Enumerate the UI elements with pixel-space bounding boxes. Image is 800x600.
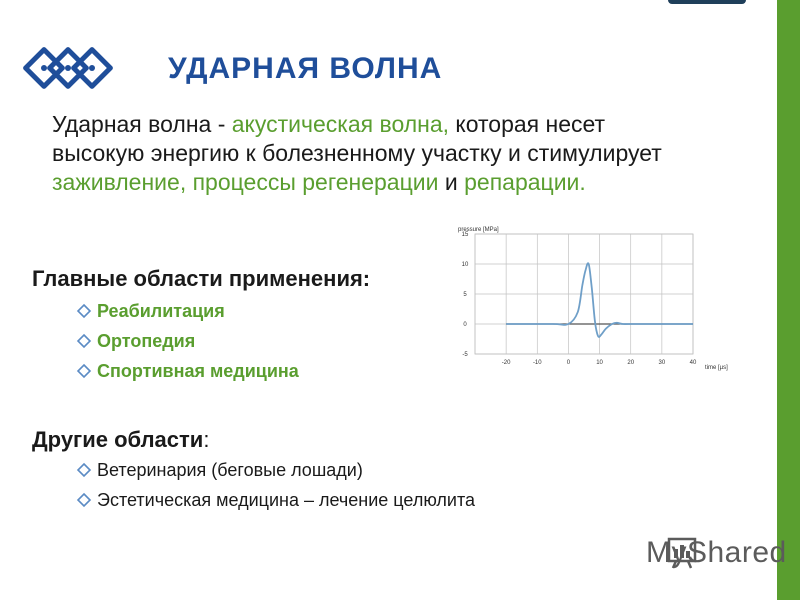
diamond-bullet-icon bbox=[76, 333, 92, 349]
other-areas-heading: Другие области: bbox=[32, 427, 210, 452]
chart-grid bbox=[475, 234, 693, 354]
chart-x-tick-label: 0 bbox=[566, 360, 571, 366]
chart-x-tick-label: -20 bbox=[501, 360, 511, 366]
intro-paragraph bbox=[52, 110, 682, 197]
list-item: Эстетическая медицина – лечение целюлита bbox=[76, 485, 475, 515]
list-item: Спортивная медицина bbox=[76, 356, 299, 386]
list-item: Ортопедия bbox=[76, 326, 299, 356]
intro-highlight-reparation: репарации. bbox=[464, 169, 586, 195]
diamond-bullet-icon bbox=[76, 303, 92, 319]
right-accent-bar bbox=[777, 0, 800, 600]
company-logo bbox=[20, 44, 116, 92]
pressure-wave-chart bbox=[455, 222, 735, 378]
main-areas-heading: Главные области применения: bbox=[32, 266, 371, 291]
list-item: Ветеринария (беговые лошади) bbox=[76, 455, 475, 485]
chart-y-tick-label: 0 bbox=[463, 322, 467, 328]
other-areas-list bbox=[76, 455, 475, 515]
intro-highlight-acoustic-wave: акустическая волна, bbox=[231, 111, 450, 137]
intro-text-2: которая несет высокую энергию к болезненному участку и стимулирует bbox=[52, 111, 662, 166]
intro-text-1: Ударная волна - bbox=[52, 111, 232, 137]
chart-x-tick-label: 40 bbox=[689, 360, 697, 366]
chart-xlabel: time [µs] bbox=[705, 365, 728, 371]
main-areas-list bbox=[76, 296, 299, 386]
chart-y-tick-label: -5 bbox=[462, 352, 468, 358]
list-item: Реабилитация bbox=[76, 296, 299, 326]
myshared-watermark: MyShared bbox=[646, 536, 787, 569]
chart-y-tick-label: 5 bbox=[463, 292, 467, 298]
chart-x-tick-label: 10 bbox=[596, 360, 603, 366]
chart-x-tick-label: 20 bbox=[627, 360, 635, 366]
diamond-bullet-icon bbox=[76, 363, 92, 379]
chart-y-tick-label: 10 bbox=[461, 262, 469, 268]
chart-x-tick-label: 30 bbox=[658, 360, 666, 366]
chart-ylabel: pressure [MPa] bbox=[458, 227, 499, 233]
intro-highlight-healing: заживление, процессы регенерации bbox=[52, 169, 439, 195]
chart-x-tick-label: -10 bbox=[532, 360, 542, 366]
diamond-bullet-icon bbox=[76, 462, 92, 478]
chart-y-tick-label: 15 bbox=[461, 232, 469, 238]
intro-text-3: и bbox=[438, 169, 465, 195]
top-accent-bar bbox=[668, 0, 746, 4]
diamond-bullet-icon bbox=[76, 492, 92, 508]
slide-title: УДАРНАЯ ВОЛНА bbox=[168, 52, 443, 85]
